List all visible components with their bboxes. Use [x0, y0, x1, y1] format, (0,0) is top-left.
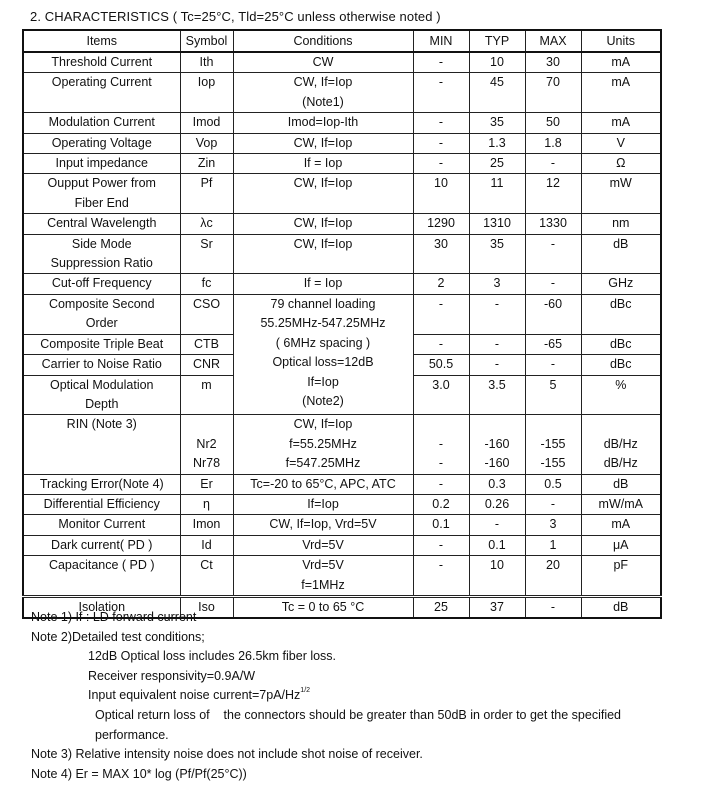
- condition-cell: Tc=-20 to 65°C, APC, ATC: [233, 474, 413, 494]
- condition-cell: If = Iop: [233, 154, 413, 174]
- header-typ: TYP: [469, 30, 525, 52]
- typ-cell: -: [469, 515, 525, 535]
- condition-line: Vrd=5V: [302, 558, 344, 573]
- symbol-cell: [180, 415, 233, 474]
- item-cell: Operating Voltage: [23, 133, 180, 153]
- item-cell: Monitor Current: [23, 515, 180, 535]
- min-cell: -: [413, 113, 469, 133]
- min-cell: 50.5: [413, 355, 469, 375]
- typ-cell: 45: [469, 73, 525, 113]
- condition-line: f=1MHz: [301, 577, 345, 592]
- header-conditions: Conditions: [233, 30, 413, 52]
- condition-cell: If=Iop: [233, 494, 413, 514]
- note-2-noise-text: Input equivalent noise current=7pA/Hz: [88, 688, 301, 703]
- max-cell: 30: [525, 52, 581, 73]
- typ-cell: 37: [469, 596, 525, 618]
- typ-cell: 35: [469, 113, 525, 133]
- typ-cell: 1.3: [469, 133, 525, 153]
- condition-line: CW, If=Iop: [293, 417, 353, 432]
- typ-cell: -: [469, 355, 525, 375]
- symbol-cell: λc: [180, 214, 233, 234]
- item-cell: Central Wavelength: [23, 214, 180, 234]
- min-cell: 0.1: [413, 515, 469, 535]
- condition-line: f=547.25MHz: [285, 456, 361, 471]
- table-row: [23, 73, 661, 113]
- unit-cell: GHz: [581, 274, 661, 294]
- item-cell: [23, 234, 180, 274]
- condition-line: If=Iop: [307, 374, 339, 389]
- max-cell: 1: [525, 535, 581, 555]
- item-cell: [23, 375, 180, 415]
- max-cell: -60: [525, 294, 581, 334]
- min-cell: 0.2: [413, 494, 469, 514]
- unit-cell: mW: [581, 174, 661, 214]
- min-cell: -: [413, 154, 469, 174]
- item-line: Optical Modulation: [49, 377, 154, 392]
- condition-cell: CW, If=Iop: [233, 234, 413, 274]
- min-cell: 25: [413, 596, 469, 618]
- item-cell: [23, 294, 180, 334]
- condition-line: 79 channel loading: [270, 296, 376, 311]
- characteristics-table: [22, 29, 662, 619]
- max-cell: -: [525, 154, 581, 174]
- symbol-cell: fc: [180, 274, 233, 294]
- unit-cell: mA: [581, 515, 661, 535]
- table-row: [23, 515, 661, 535]
- symbol-cell: CTB: [180, 334, 233, 354]
- value-line: -: [438, 436, 444, 451]
- note-2-detail: Receiver responsivity=0.9A/W: [88, 668, 256, 683]
- typ-cell: 11: [469, 174, 525, 214]
- item-cell: [23, 174, 180, 214]
- min-cell: -: [413, 334, 469, 354]
- min-cell: 2: [413, 274, 469, 294]
- value-line: -160: [484, 436, 510, 451]
- note-1: Note 1) If : LD forward current: [31, 610, 197, 624]
- symbol-cell: Id: [180, 535, 233, 555]
- typ-cell: 10: [469, 52, 525, 73]
- typ-cell: 1310: [469, 214, 525, 234]
- item-line: Side Mode: [71, 236, 132, 251]
- note-2-detail: Optical return loss of the connectors should be greater than 50dB in order to get the specified: [95, 707, 622, 722]
- typ-cell: 0.26: [469, 494, 525, 514]
- note-2-detail: performance.: [95, 727, 169, 742]
- min-cell: -: [413, 133, 469, 153]
- table-row: [23, 474, 661, 494]
- item-cell: Cut-off Frequency: [23, 274, 180, 294]
- condition-line: (Note1): [302, 94, 344, 109]
- header-units: Units: [581, 30, 661, 52]
- table-row: [23, 113, 661, 133]
- item-cell: Threshold Current: [23, 52, 180, 73]
- header-min: MIN: [413, 30, 469, 52]
- item-line: Oupput Power from: [47, 176, 156, 191]
- item-cell: Operating Current: [23, 73, 180, 113]
- unit-cell: Ω: [581, 154, 661, 174]
- unit-cell: mA: [581, 52, 661, 73]
- typ-cell: 0.1: [469, 535, 525, 555]
- symbol-cell: Ct: [180, 556, 233, 597]
- unit-cell: mA: [581, 73, 661, 113]
- value-line: -160: [484, 456, 510, 471]
- condition-line: (Note2): [302, 393, 344, 408]
- value-line: -155: [540, 456, 566, 471]
- condition-cell: Imod=Iop-Ith: [233, 113, 413, 133]
- merged-condition-cell: [233, 294, 413, 414]
- max-cell: -: [525, 274, 581, 294]
- note-2-detail: 12dB Optical loss includes 26.5km fiber loss.: [88, 649, 337, 664]
- item-cell: Tracking Error(Note 4): [23, 474, 180, 494]
- symbol-cell: Er: [180, 474, 233, 494]
- symbol-cell: CNR: [180, 355, 233, 375]
- value-line: -155: [540, 436, 566, 451]
- symbol-cell: Imod: [180, 113, 233, 133]
- table-row: [23, 535, 661, 555]
- condition-cell: If = Iop: [233, 274, 413, 294]
- value-line: -: [438, 456, 444, 471]
- note-2-detail: [31, 686, 621, 706]
- condition-line: CW, If=Iop: [293, 75, 353, 90]
- unit-cell: V: [581, 133, 661, 153]
- symbol-cell: Vop: [180, 133, 233, 153]
- min-cell: -: [413, 535, 469, 555]
- min-cell: 1290: [413, 214, 469, 234]
- table-row: [23, 234, 661, 274]
- item-line: Fiber End: [74, 195, 129, 210]
- condition-cell: Tc = 0 to 65 °C: [233, 596, 413, 618]
- min-cell: -: [413, 73, 469, 113]
- min-cell: -: [413, 294, 469, 334]
- item-cell: Isolation: [23, 596, 180, 618]
- value-line: dB/Hz: [603, 436, 638, 451]
- symbol-cell: Pf: [180, 174, 233, 214]
- unit-cell: pF: [581, 556, 661, 597]
- typ-cell: [469, 415, 525, 474]
- symbol-cell: Iop: [180, 73, 233, 113]
- min-cell: -: [413, 52, 469, 73]
- table-row: [23, 294, 661, 334]
- min-cell: 3.0: [413, 375, 469, 415]
- table-row: [23, 494, 661, 514]
- typ-cell: 3.5: [469, 375, 525, 415]
- table-row: [23, 174, 661, 214]
- max-cell: 50: [525, 113, 581, 133]
- unit-cell: dB: [581, 596, 661, 618]
- header-max: MAX: [525, 30, 581, 52]
- item-cell: RIN (Note 3): [23, 415, 180, 474]
- condition-line: 55.25MHz-547.25MHz: [260, 316, 386, 331]
- header-items: Items: [23, 30, 180, 52]
- condition-cell: CW, If=Iop: [233, 214, 413, 234]
- min-cell: 10: [413, 174, 469, 214]
- unit-cell: nm: [581, 214, 661, 234]
- max-cell: 1330: [525, 214, 581, 234]
- max-cell: 0.5: [525, 474, 581, 494]
- condition-line: Optical loss=12dB: [272, 355, 374, 370]
- symbol-cell: m: [180, 375, 233, 415]
- table-row: [23, 415, 661, 474]
- note-3: Note 3) Relative intensity noise does not include shot noise of receiver.: [31, 747, 423, 762]
- condition-cell: [233, 73, 413, 113]
- max-cell: [525, 415, 581, 474]
- max-cell: -65: [525, 334, 581, 354]
- item-cell: Composite Triple Beat: [23, 334, 180, 354]
- value-line: dB/Hz: [603, 456, 638, 471]
- unit-cell: mA: [581, 113, 661, 133]
- table-row: [23, 214, 661, 234]
- max-cell: 70: [525, 73, 581, 113]
- unit-cell: μA: [581, 535, 661, 555]
- header-row: [23, 30, 661, 52]
- item-cell: Dark current( PD ): [23, 535, 180, 555]
- max-cell: 3: [525, 515, 581, 535]
- unit-cell: dB: [581, 474, 661, 494]
- item-line: Order: [85, 316, 118, 331]
- unit-cell: mW/mA: [581, 494, 661, 514]
- table-row: [23, 133, 661, 153]
- condition-cell: CW, If=Iop: [233, 133, 413, 153]
- item-cell: Input impedance: [23, 154, 180, 174]
- max-cell: -: [525, 355, 581, 375]
- condition-cell: CW, If=Iop, Vrd=5V: [233, 515, 413, 535]
- table-row: [23, 556, 661, 597]
- max-cell: 1.8: [525, 133, 581, 153]
- typ-cell: -: [469, 334, 525, 354]
- section-title: 2. CHARACTERISTICS ( Tc=25°C, Tld=25°C unless otherwise noted ): [30, 9, 441, 24]
- unit-cell: [581, 415, 661, 474]
- condition-line: ( 6MHz spacing ): [275, 335, 371, 350]
- condition-cell: Vrd=5V: [233, 535, 413, 555]
- condition-cell: CW, If=Iop: [233, 174, 413, 214]
- max-cell: 12: [525, 174, 581, 214]
- note-2: Note 2)Detailed test conditions;: [31, 629, 205, 644]
- condition-cell: [233, 556, 413, 597]
- table-row: [23, 52, 661, 73]
- min-cell: -: [413, 556, 469, 597]
- condition-cell: CW: [233, 52, 413, 73]
- typ-cell: 3: [469, 274, 525, 294]
- header-symbol: Symbol: [180, 30, 233, 52]
- unit-cell: dBc: [581, 294, 661, 334]
- item-cell: Differential Efficiency: [23, 494, 180, 514]
- symbol-cell: Ith: [180, 52, 233, 73]
- item-line: Depth: [85, 396, 119, 411]
- item-cell: Carrier to Noise Ratio: [23, 355, 180, 375]
- typ-cell: 10: [469, 556, 525, 597]
- min-cell: 30: [413, 234, 469, 274]
- symbol-cell: Sr: [180, 234, 233, 274]
- unit-cell: dBc: [581, 334, 661, 354]
- item-line: Suppression Ratio: [50, 256, 153, 271]
- note-2-noise-exponent: 1/2: [300, 687, 311, 695]
- unit-cell: dBc: [581, 355, 661, 375]
- symbol-line: Nr2: [196, 436, 217, 451]
- table-row: [23, 274, 661, 294]
- typ-cell: -: [469, 294, 525, 334]
- typ-cell: 0.3: [469, 474, 525, 494]
- note-4: Note 4) Er = MAX 10* log (Pf/Pf(25°C)): [31, 766, 247, 781]
- max-cell: -: [525, 596, 581, 618]
- max-cell: -: [525, 234, 581, 274]
- typ-cell: 35: [469, 234, 525, 274]
- condition-cell: [233, 415, 413, 474]
- symbol-line: Nr78: [192, 456, 221, 471]
- symbol-cell: η: [180, 494, 233, 514]
- typ-cell: 25: [469, 154, 525, 174]
- max-cell: 20: [525, 556, 581, 597]
- symbol-cell: Imon: [180, 515, 233, 535]
- unit-cell: %: [581, 375, 661, 415]
- max-cell: 5: [525, 375, 581, 415]
- condition-line: f=55.25MHz: [289, 436, 357, 451]
- item-cell: Modulation Current: [23, 113, 180, 133]
- max-cell: -: [525, 494, 581, 514]
- item-line: Composite Second: [48, 296, 155, 311]
- symbol-cell: Zin: [180, 154, 233, 174]
- notes-section: [31, 608, 621, 784]
- symbol-cell: CSO: [180, 294, 233, 334]
- table-row: [23, 154, 661, 174]
- min-cell: [413, 415, 469, 474]
- min-cell: -: [413, 474, 469, 494]
- symbol-cell: Iso: [180, 596, 233, 618]
- item-cell: Capacitance ( PD ): [23, 556, 180, 597]
- unit-cell: dB: [581, 234, 661, 274]
